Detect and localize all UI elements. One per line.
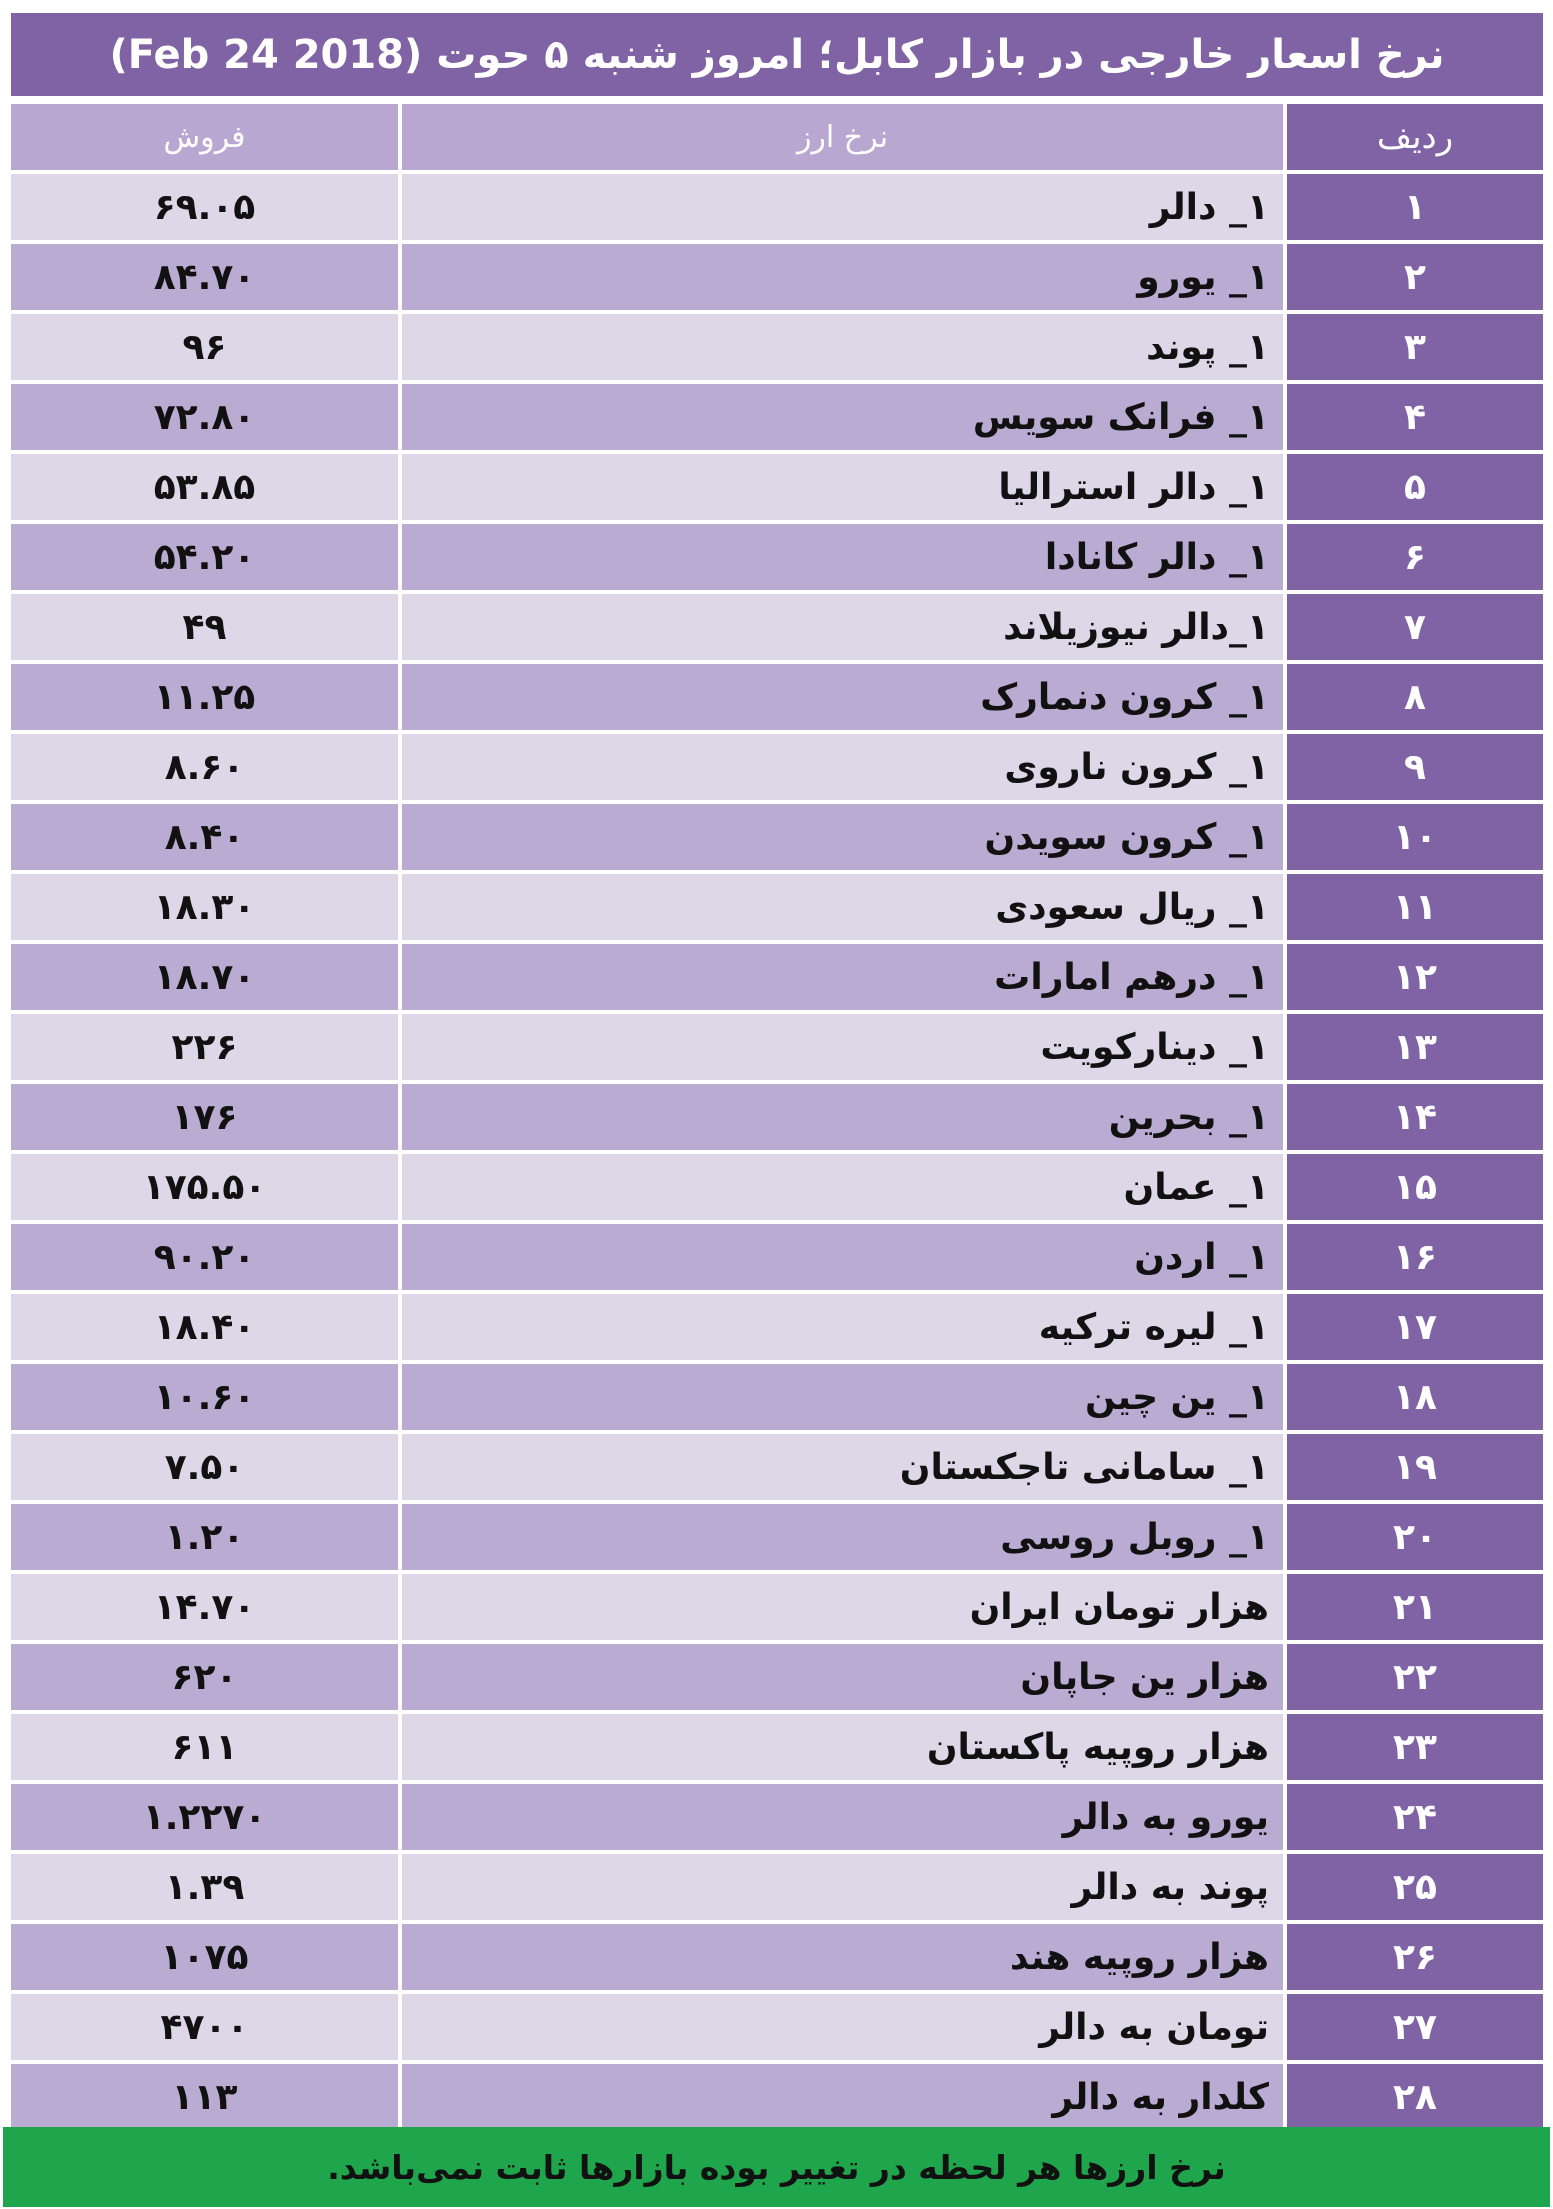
sale-rate-cell: ۱۸.۴۰ xyxy=(11,1294,402,1364)
currency-name-cell: ۱_ اردن xyxy=(402,1224,1287,1294)
row-number-cell: ۲۱ xyxy=(1287,1574,1543,1644)
table-row xyxy=(11,594,1543,664)
row-number-cell: ۴ xyxy=(1287,384,1543,454)
sale-rate-cell: ۱۸.۷۰ xyxy=(11,944,402,1014)
currency-name-cell: ۱_ عمان xyxy=(402,1154,1287,1224)
sale-rate-cell: ۲۲۶ xyxy=(11,1014,402,1084)
sale-rate-cell: ۸.۶۰ xyxy=(11,734,402,804)
currency-name-cell: هزار روپیه پاکستان xyxy=(402,1714,1287,1784)
table-row xyxy=(11,1084,1543,1154)
column-header-row-number: ردیف xyxy=(1287,104,1543,174)
currency-name-cell: ۱_ ریال سعودی xyxy=(402,874,1287,944)
table-row xyxy=(11,454,1543,524)
table-row xyxy=(11,1784,1543,1854)
row-number-cell: ۹ xyxy=(1287,734,1543,804)
table-row xyxy=(11,1364,1543,1434)
row-number-cell: ۶ xyxy=(1287,524,1543,594)
exchange-rate-table xyxy=(11,104,1543,2134)
row-number-cell: ۱۱ xyxy=(1287,874,1543,944)
row-number-cell: ۲۲ xyxy=(1287,1644,1543,1714)
row-number-cell: ۱۸ xyxy=(1287,1364,1543,1434)
sale-rate-cell: ۱.۳۹ xyxy=(11,1854,402,1924)
table-row xyxy=(11,1294,1543,1364)
page-title: نرخ اسعار خارجی در بازار کابل؛ امروز شنبه ۵ حوت (Feb 24 2018) xyxy=(11,13,1543,96)
table-row xyxy=(11,874,1543,944)
sale-rate-cell: ۵۴.۲۰ xyxy=(11,524,402,594)
table-row xyxy=(11,2064,1543,2134)
sale-rate-cell: ۱۴.۷۰ xyxy=(11,1574,402,1644)
table-row xyxy=(11,1434,1543,1504)
currency-name-cell: ۱_ لیره ترکیه xyxy=(402,1294,1287,1364)
column-header-currency: نرخ ارز xyxy=(402,104,1287,174)
sale-rate-cell: ۵۳.۸۵ xyxy=(11,454,402,524)
table-header-row xyxy=(11,104,1543,174)
table-row xyxy=(11,734,1543,804)
row-number-cell: ۱۴ xyxy=(1287,1084,1543,1154)
row-number-cell: ۸ xyxy=(1287,664,1543,734)
table-row xyxy=(11,174,1543,244)
sale-rate-cell: ۶۹.۰۵ xyxy=(11,174,402,244)
row-number-cell: ۲۴ xyxy=(1287,1784,1543,1854)
table-row xyxy=(11,1224,1543,1294)
currency-name-cell: ۱_ دالر استرالیا xyxy=(402,454,1287,524)
currency-name-cell: ۱_ بحرین xyxy=(402,1084,1287,1154)
currency-name-cell: یورو به دالر xyxy=(402,1784,1287,1854)
sale-rate-cell: ۱۱۳ xyxy=(11,2064,402,2134)
disclaimer-footer: نرخ ارزها هر لحظه در تغییر بوده بازارها ثابت نمی‌باشد. xyxy=(3,2127,1550,2207)
sale-rate-cell: ۷.۵۰ xyxy=(11,1434,402,1504)
table-row xyxy=(11,1574,1543,1644)
table-row xyxy=(11,1924,1543,1994)
table-row xyxy=(11,1154,1543,1224)
row-number-cell: ۱۲ xyxy=(1287,944,1543,1014)
sale-rate-cell: ۹۶ xyxy=(11,314,402,384)
sale-rate-cell: ۱۰۷۵ xyxy=(11,1924,402,1994)
table-row xyxy=(11,524,1543,594)
table-row xyxy=(11,664,1543,734)
row-number-cell: ۱۷ xyxy=(1287,1294,1543,1364)
sale-rate-cell: ۴۷۰۰ xyxy=(11,1994,402,2064)
currency-name-cell: ۱_ دالر xyxy=(402,174,1287,244)
sale-rate-cell: ۱.۲۰ xyxy=(11,1504,402,1574)
currency-name-cell: ۱_ سامانی تاجکستان xyxy=(402,1434,1287,1504)
sale-rate-cell: ۴۹ xyxy=(11,594,402,664)
table-row xyxy=(11,384,1543,454)
sale-rate-cell: ۸.۴۰ xyxy=(11,804,402,874)
table-row xyxy=(11,944,1543,1014)
row-number-cell: ۱۹ xyxy=(1287,1434,1543,1504)
sale-rate-cell: ۱۷۵.۵۰ xyxy=(11,1154,402,1224)
table-row xyxy=(11,1714,1543,1784)
sale-rate-cell: ۷۲.۸۰ xyxy=(11,384,402,454)
row-number-cell: ۱۰ xyxy=(1287,804,1543,874)
row-number-cell: ۳ xyxy=(1287,314,1543,384)
sale-rate-cell: ۶۱۱ xyxy=(11,1714,402,1784)
table-row xyxy=(11,1014,1543,1084)
currency-name-cell: ۱_ فرانک سویس xyxy=(402,384,1287,454)
row-number-cell: ۲۷ xyxy=(1287,1994,1543,2064)
row-number-cell: ۲۵ xyxy=(1287,1854,1543,1924)
row-number-cell: ۱۵ xyxy=(1287,1154,1543,1224)
sale-rate-cell: ۱۷۶ xyxy=(11,1084,402,1154)
currency-name-cell: ۱_ یورو xyxy=(402,244,1287,314)
sale-rate-cell: ۱۱.۲۵ xyxy=(11,664,402,734)
currency-name-cell: ۱_دالر نیوزیلاند xyxy=(402,594,1287,664)
currency-name-cell: ۱_ پوند xyxy=(402,314,1287,384)
currency-name-cell: ۱_ درهم امارات xyxy=(402,944,1287,1014)
currency-name-cell: هزار روپیه هند xyxy=(402,1924,1287,1994)
currency-name-cell: کلدار به دالر xyxy=(402,2064,1287,2134)
currency-name-cell: هزار تومان ایران xyxy=(402,1574,1287,1644)
row-number-cell: ۱۳ xyxy=(1287,1014,1543,1084)
row-number-cell: ۵ xyxy=(1287,454,1543,524)
sale-rate-cell: ۸۴.۷۰ xyxy=(11,244,402,314)
row-number-cell: ۲۶ xyxy=(1287,1924,1543,1994)
row-number-cell: ۲۰ xyxy=(1287,1504,1543,1574)
table-body xyxy=(11,174,1543,2134)
sale-rate-cell: ۱.۲۲۷۰ xyxy=(11,1784,402,1854)
row-number-cell: ۷ xyxy=(1287,594,1543,664)
currency-name-cell: ۱_ کرون دنمارک xyxy=(402,664,1287,734)
table-row xyxy=(11,244,1543,314)
currency-name-cell: ۱_ کرون ناروی xyxy=(402,734,1287,804)
table-row xyxy=(11,1994,1543,2064)
currency-name-cell: ۱_ روبل روسی xyxy=(402,1504,1287,1574)
sale-rate-cell: ۶۲۰ xyxy=(11,1644,402,1714)
row-number-cell: ۲ xyxy=(1287,244,1543,314)
table-row xyxy=(11,1854,1543,1924)
currency-name-cell: ۱_ دالر کانادا xyxy=(402,524,1287,594)
currency-name-cell: ۱_ دینارکویت xyxy=(402,1014,1287,1084)
sale-rate-cell: ۱۸.۳۰ xyxy=(11,874,402,944)
column-header-sale: فروش xyxy=(11,104,402,174)
row-number-cell: ۱۶ xyxy=(1287,1224,1543,1294)
row-number-cell: ۲۸ xyxy=(1287,2064,1543,2134)
currency-name-cell: تومان به دالر xyxy=(402,1994,1287,2064)
sale-rate-cell: ۹۰.۲۰ xyxy=(11,1224,402,1294)
currency-name-cell: هزار ین جاپان xyxy=(402,1644,1287,1714)
currency-name-cell: پوند به دالر xyxy=(402,1854,1287,1924)
row-number-cell: ۱ xyxy=(1287,174,1543,244)
table-row xyxy=(11,314,1543,384)
table-row xyxy=(11,804,1543,874)
currency-name-cell: ۱_ کرون سویدن xyxy=(402,804,1287,874)
table-row xyxy=(11,1504,1543,1574)
sale-rate-cell: ۱۰.۶۰ xyxy=(11,1364,402,1434)
currency-name-cell: ۱_ ین چین xyxy=(402,1364,1287,1434)
row-number-cell: ۲۳ xyxy=(1287,1714,1543,1784)
table-row xyxy=(11,1644,1543,1714)
